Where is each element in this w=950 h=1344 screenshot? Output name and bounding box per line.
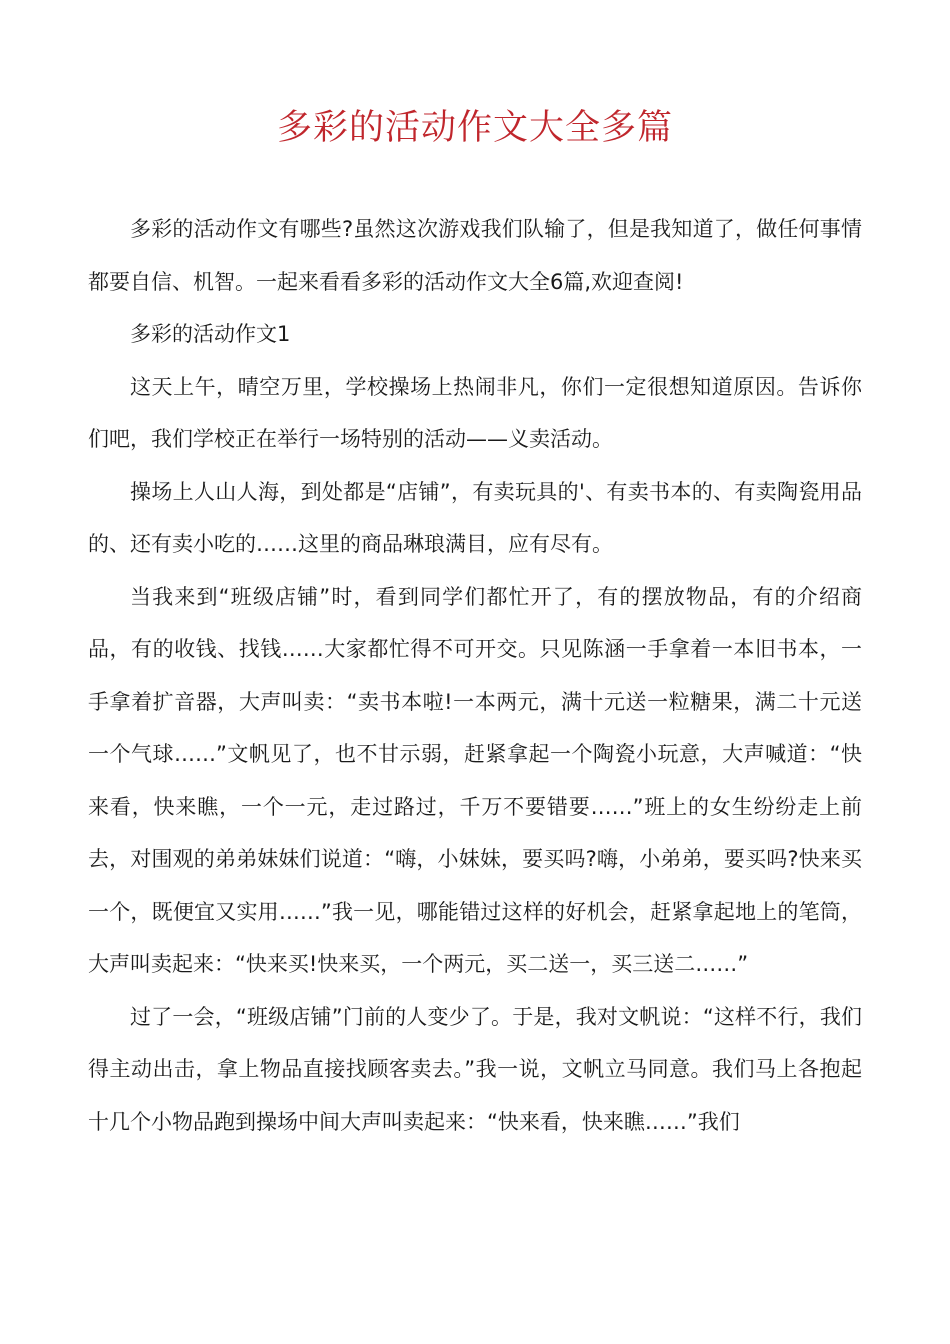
document-body — [88, 203, 862, 1148]
paragraph: 操场上人山人海，到处都是“店铺”，有卖玩具的'、有卖书本的、有卖陶瓷用品的、还有卖小吃的……这里的商品琳琅满目，应有尽有。 — [88, 479, 862, 556]
document-title: 多彩的活动作文大全多篇 — [276, 108, 673, 148]
section-heading: 多彩的活动作文1 — [130, 322, 291, 346]
paragraph: 这天上午，晴空万里，学校操场上热闹非凡，你们一定很想知道原因。告诉你们吧，我们学校正在举行一场特别的活动——义卖活动。 — [88, 374, 862, 451]
paragraph: 当我来到“班级店铺”时，看到同学们都忙开了，有的摆放物品，有的介绍商品，有的收钱、找钱……大家都忙得不可开交。只见陈涵一手拿着一本旧书本，一手拿着扩音器，大声叫卖：“卖书本啦!一本两元，满十元送一粒糖果，满二十元送一个气球……”文帆见了，也不甘示弱，赶紧拿起一个陶瓷小玩意，大声喊道：“快来看，快来瞧，一个一元，走过路过，千万不要错要……”班上的女生纷纷走上前去，对围观的弟弟妹妹们说道：“嗨，小妹妹，要买吗?嗨，小弟弟，要买吗?快来买一个，既便宜又实用……”我一见，哪能错过这样的好机会，赶紧拿起地上的笔筒，大声叫卖起来：“快来买!快来买，一个两元，买二送一，买三送二……” — [88, 584, 862, 976]
paragraph: 过了一会，“班级店铺”门前的人变少了。于是，我对文帆说：“这样不行，我们得主动出击，拿上物品直接找顾客卖去。”我一说，文帆立马同意。我们马上各抱起十几个小物品跑到操场中间大声叫卖起来：“快来看，快来瞧……”我们 — [88, 1004, 862, 1134]
intro-paragraph: 多彩的活动作文有哪些?虽然这次游戏我们队输了，但是我知道了，做任何事情都要自信、机智。一起来看看多彩的活动作文大全6篇,欢迎查阅! — [88, 217, 862, 294]
